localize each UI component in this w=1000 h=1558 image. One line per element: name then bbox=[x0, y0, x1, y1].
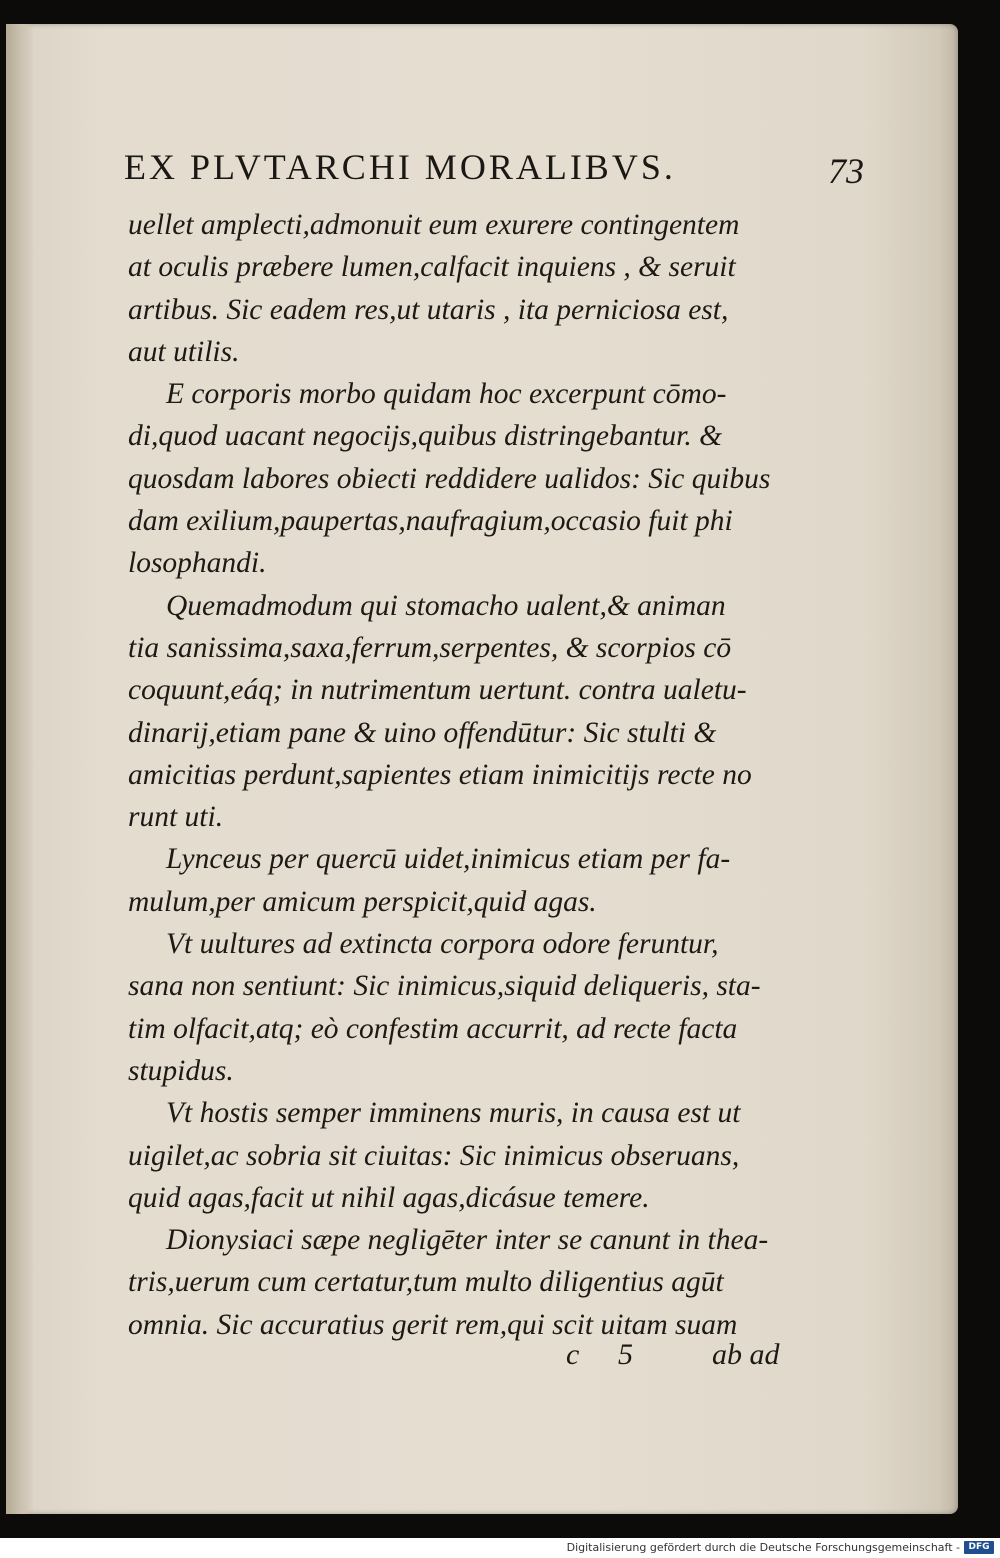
paragraph-start: Vt hostis semper imminens muris, in causa est ut bbox=[166, 1097, 741, 1130]
paragraph-start: Dionysiaci sæpe negligēter inter se canunt in thea- bbox=[166, 1224, 769, 1257]
dfg-logo-icon: DFG bbox=[964, 1541, 994, 1554]
text-line: dam exilium,paupertas,naufragium,occasio fuit phi bbox=[128, 505, 733, 538]
text-line: amicitias perdunt,sapientes etiam inimicitijs recte no bbox=[128, 758, 752, 791]
text-line: quosdam labores obiecti reddidere ualidos: Sic quibus bbox=[128, 462, 771, 495]
running-head: EX PLVTARCHI MORALIBVS. bbox=[124, 147, 676, 187]
paragraph-start: Lynceus per quercū uidet,inimicus etiam per fa- bbox=[166, 843, 731, 876]
text-line: coquunt,eáq; in nutrimentum uertunt. contra ualetu- bbox=[128, 674, 747, 707]
paragraph-start: Vt uultures ad extincta corpora odore feruntur, bbox=[166, 928, 719, 961]
footer-credit: Digitalisierung gefördert durch die Deutsche Forschungsgemeinschaft - bbox=[566, 1541, 960, 1554]
text-line: tim olfacit,atq; eò confestim accurrit, ad recte facta bbox=[128, 1012, 738, 1045]
page-gutter bbox=[6, 24, 34, 1514]
text-line: sana non sentiunt: Sic inimicus,siquid deliqueris, sta- bbox=[128, 970, 761, 1003]
signature-number: 5 bbox=[618, 1338, 633, 1371]
body-text bbox=[128, 204, 800, 1346]
text-line: at oculis præbere lumen,calfacit inquiens , & seruit bbox=[128, 251, 736, 284]
page-number: 73 bbox=[828, 151, 864, 191]
text-line: losophandi. bbox=[128, 547, 267, 580]
paragraph-start: Quemadmodum qui stomacho ualent,& animan bbox=[166, 589, 726, 622]
text-line: di,quod uacant negocijs,quibus distringebantur. & bbox=[128, 420, 723, 453]
text-line: aut utilis. bbox=[128, 335, 240, 368]
paragraph-start: E corporis morbo quidam hoc excerpunt cōmo- bbox=[166, 378, 727, 411]
text-line: uellet amplecti,admonuit eum exurere contingentem bbox=[128, 209, 740, 241]
text-line: artibus. Sic eadem res,ut utaris , ita perniciosa est, bbox=[128, 293, 729, 326]
catchword: ab ad bbox=[712, 1338, 780, 1371]
footer-bar bbox=[0, 1538, 1000, 1558]
text-line: dinarij,etiam pane & uino offendūtur: Sic stulti & bbox=[128, 716, 717, 749]
text-line: tris,uerum cum certatur,tum multo diligentius agūt bbox=[128, 1266, 724, 1299]
text-line: quid agas,facit ut nihil agas,dicásue temere. bbox=[128, 1181, 650, 1214]
text-line: mulum,per amicum perspicit,quid agas. bbox=[128, 885, 597, 918]
text-line: tia sanissima,saxa,ferrum,serpentes, & scorpios cō bbox=[128, 631, 732, 664]
text-line: runt uti. bbox=[128, 801, 224, 834]
text-line: stupidus. bbox=[128, 1054, 234, 1087]
text-line: omnia. Sic accuratius gerit rem,qui scit uitam suam bbox=[128, 1308, 738, 1341]
signature-mark: c bbox=[566, 1338, 580, 1371]
text-line: uigilet,ac sobria sit ciuitas: Sic inimicus obseruans, bbox=[128, 1139, 740, 1172]
